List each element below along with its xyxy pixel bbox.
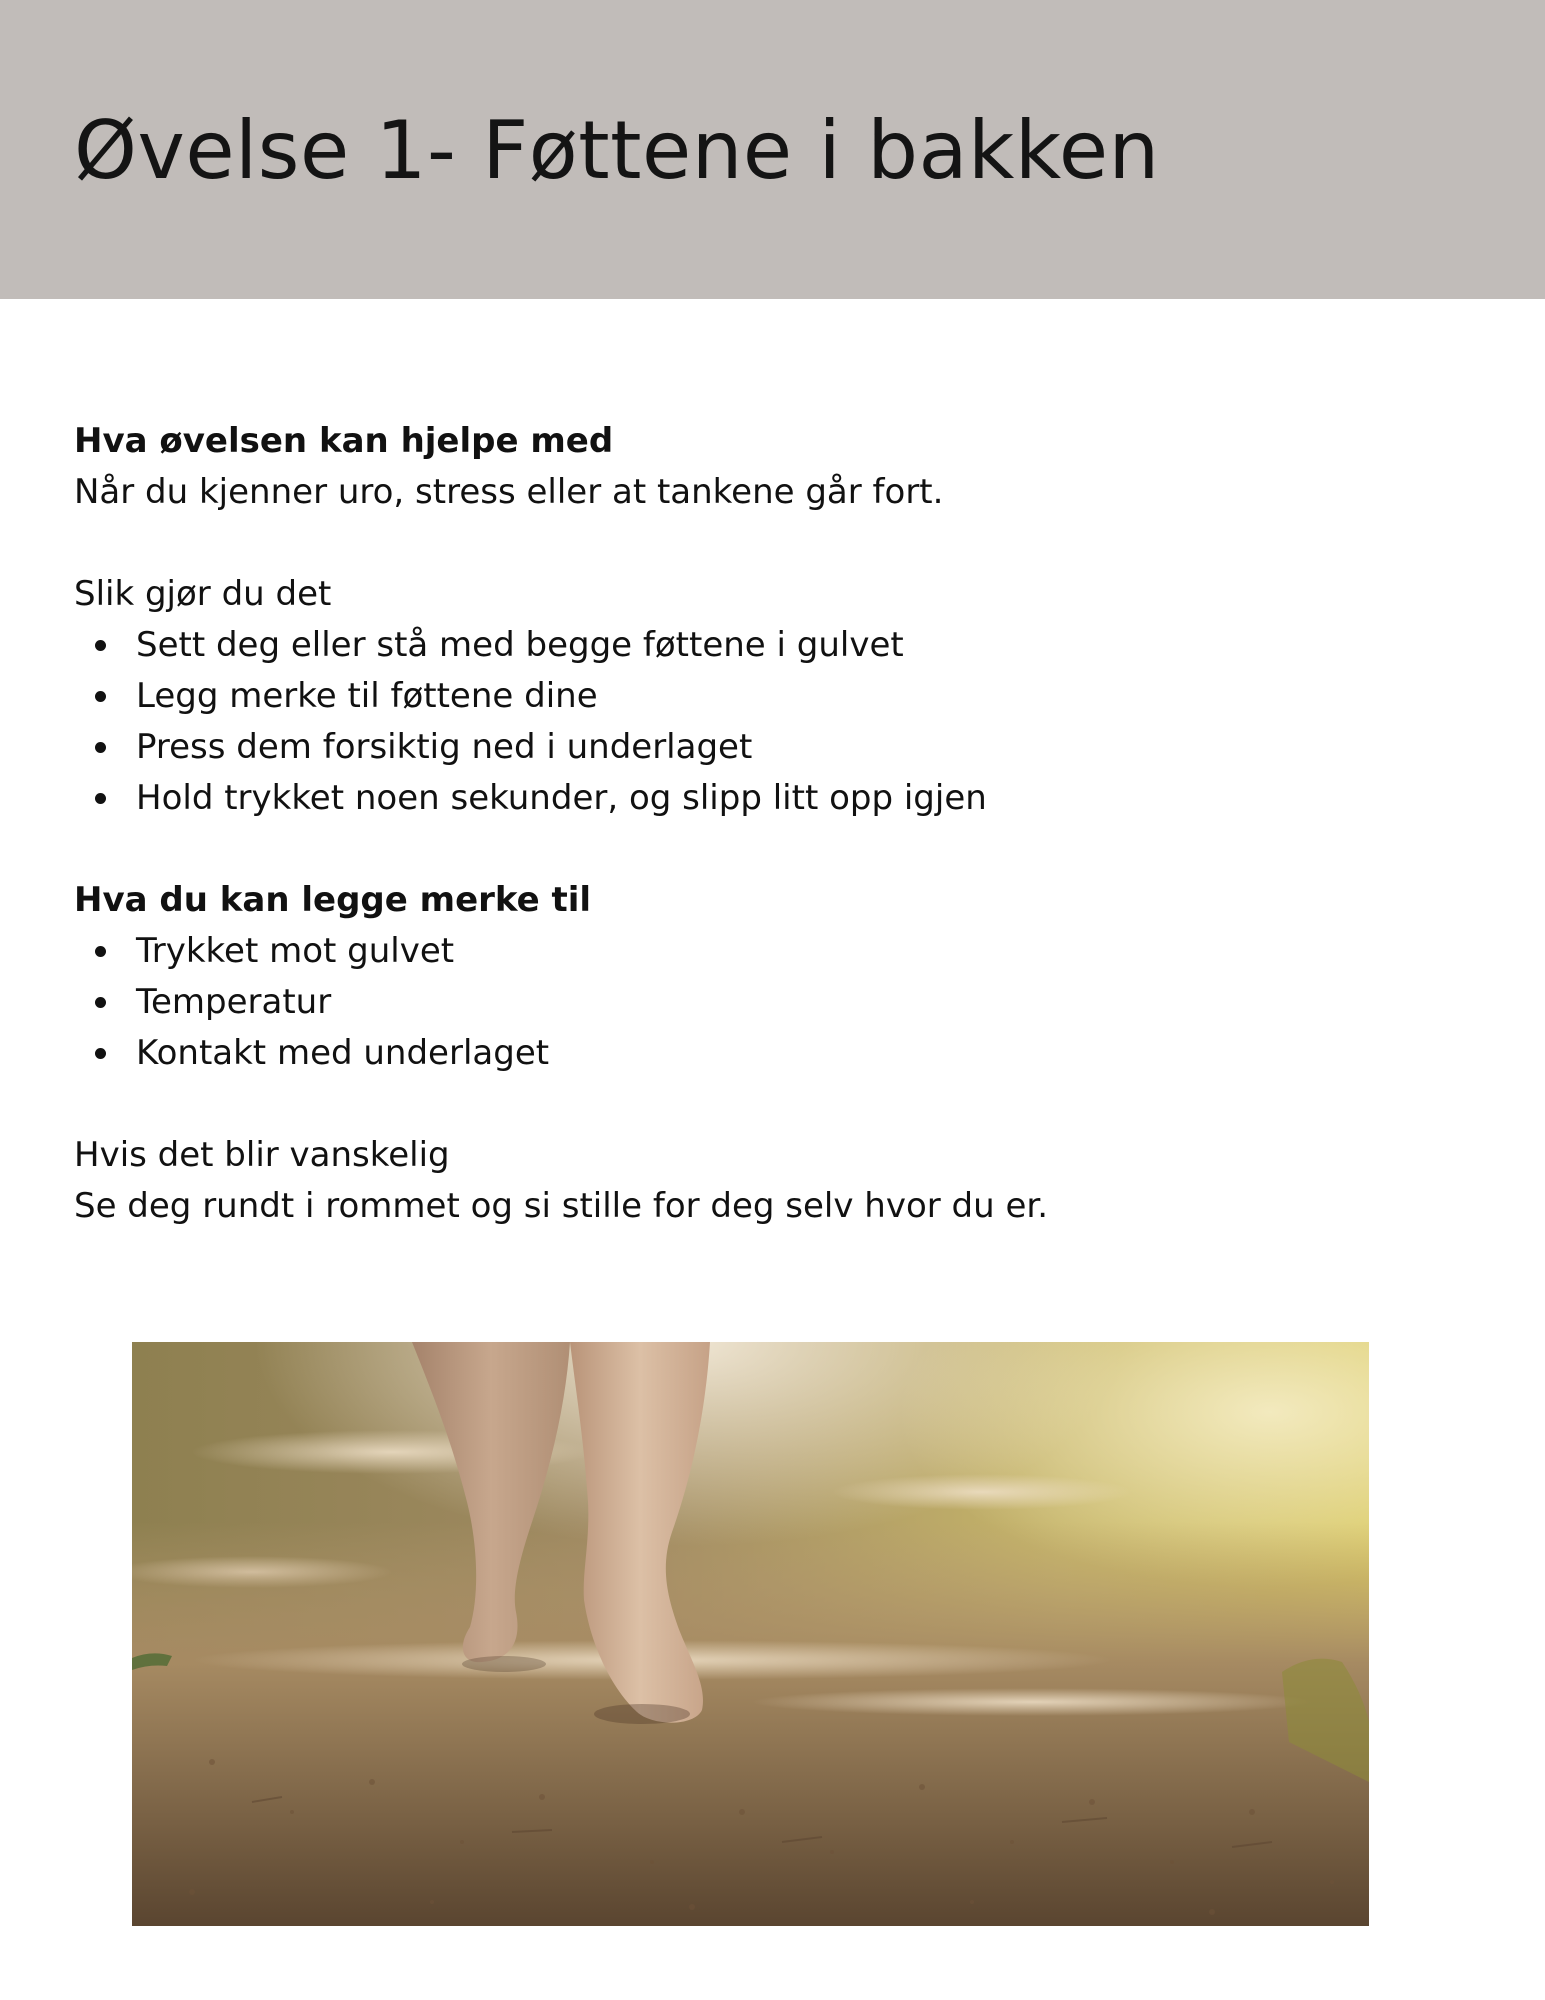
help-heading: Hva øvelsen kan hjelpe med <box>74 421 614 461</box>
list-item-text: Press dem forsiktig ned i underlaget <box>136 727 753 767</box>
difficult-heading: Hvis det blir vanskelig <box>74 1135 450 1175</box>
bullet-icon <box>95 793 106 804</box>
list-item <box>74 620 1474 671</box>
photo-illustration <box>132 1342 1369 1926</box>
howto-heading: Slik gjør du det <box>74 574 332 614</box>
list-item <box>74 926 1474 977</box>
list-item <box>74 773 1474 824</box>
notice-items-list <box>74 926 1474 1079</box>
list-item-text: Temperatur <box>136 982 332 1022</box>
title-banner <box>0 0 1545 299</box>
bullet-icon <box>95 640 106 651</box>
document-body <box>74 416 1474 1232</box>
list-item <box>74 722 1474 773</box>
difficult-text: Se deg rundt i rommet og si stille for deg selv hvor du er. <box>74 1186 1049 1226</box>
list-item-text: Sett deg eller stå med begge føttene i gulvet <box>136 625 904 665</box>
list-item-text: Trykket mot gulvet <box>136 931 455 971</box>
list-item <box>74 671 1474 722</box>
spacer <box>74 518 1474 569</box>
barefoot-path-photo <box>132 1342 1369 1926</box>
list-item-text: Hold trykket noen sekunder, og slipp litt opp igjen <box>136 778 987 818</box>
bullet-icon <box>95 1048 106 1059</box>
help-text: Når du kjenner uro, stress eller at tankene går fort. <box>74 472 944 512</box>
spacer <box>74 824 1474 875</box>
list-item <box>74 977 1474 1028</box>
howto-steps-list <box>74 620 1474 824</box>
notice-heading: Hva du kan legge merke til <box>74 880 592 920</box>
bullet-icon <box>95 742 106 753</box>
list-item <box>74 1028 1474 1079</box>
list-item-text: Legg merke til føttene dine <box>136 676 598 716</box>
page-title: Øvelse 1- Føttene i bakken <box>74 104 1160 197</box>
bullet-icon <box>95 997 106 1008</box>
bullet-icon <box>95 946 106 957</box>
spacer <box>74 1079 1474 1130</box>
list-item-text: Kontakt med underlaget <box>136 1033 550 1073</box>
bullet-icon <box>95 691 106 702</box>
